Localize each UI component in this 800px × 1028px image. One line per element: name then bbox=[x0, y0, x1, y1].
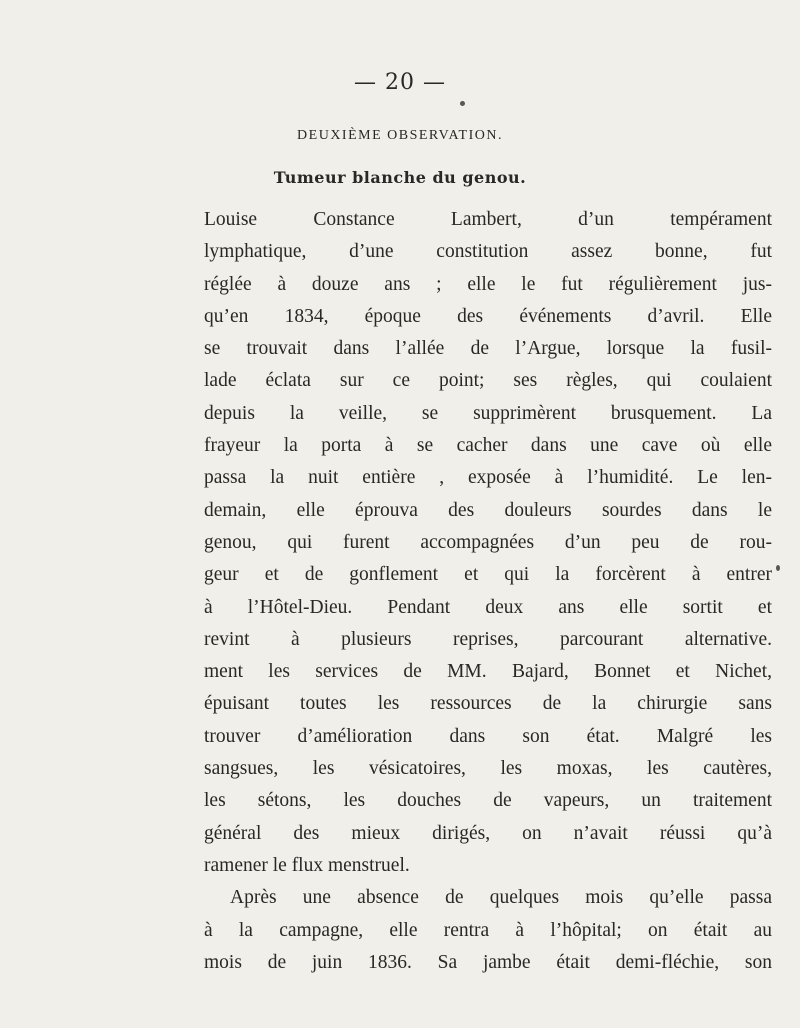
text-line: lade éclata sur ce point; ses règles, qui coulaient bbox=[204, 370, 772, 392]
text-line: les sétons, les douches de vapeurs, un traitement bbox=[204, 790, 772, 812]
text-line: depuis la veille, se supprimèrent brusquement. La bbox=[204, 402, 772, 424]
text-line: mois de juin 1836. Sa jambe était demi-fléchie, son bbox=[204, 951, 772, 973]
text-line: ment les services de MM. Bajard, Bonnet et Nichet, bbox=[204, 661, 772, 683]
observation-subtitle: Tumeur blanche du genou. bbox=[273, 168, 527, 187]
text-line: demain, elle éprouva des douleurs sourdes dans le bbox=[204, 499, 772, 521]
text-line: Louise Constance Lambert, d’un tempérament bbox=[204, 209, 772, 230]
text-line: lymphatique, d’une constitution assez bonne, fut bbox=[204, 241, 772, 263]
text-line: sangsues, les vésicatoires, les moxas, les cautères, bbox=[204, 758, 772, 780]
text-line: général des mieux dirigés, on n’avait réussi qu’à bbox=[204, 822, 772, 844]
page-number: — 20 — bbox=[354, 70, 446, 95]
text-line: revint à plusieurs reprises, parcourant alternative. bbox=[204, 628, 772, 650]
text-line: frayeur la porta à se cacher dans une cave où elle bbox=[204, 435, 772, 457]
text-line: geur et de gonflement et qui la forcèrent à entrer bbox=[204, 564, 772, 586]
ink-speck bbox=[776, 565, 780, 571]
text-line: genou, qui furent accompagnées d’un peu de rou- bbox=[204, 531, 772, 553]
text-line: trouver d’amélioration dans son état. Malgré les bbox=[204, 725, 772, 747]
text-line: Après une absence de quelques mois qu’elle passa bbox=[230, 887, 772, 909]
text-line: qu’en 1834, époque des événements d’avril. Elle bbox=[204, 305, 772, 327]
body-text bbox=[204, 204, 772, 979]
text-line: réglée à douze ans ; elle le fut régulièrement jus- bbox=[204, 273, 772, 295]
text-line: à l’Hôtel-Dieu. Pendant deux ans elle sortit et bbox=[204, 596, 772, 618]
ink-speck bbox=[460, 101, 465, 106]
text-line: passa la nuit entière , exposée à l’humidité. Le len- bbox=[204, 467, 772, 489]
text-line: ramener le flux menstruel. bbox=[204, 854, 410, 876]
text-line: à la campagne, elle rentra à l’hôpital; on était au bbox=[204, 919, 772, 941]
section-heading: DEUXIÈME OBSERVATION. bbox=[297, 128, 503, 143]
text-line: se trouvait dans l’allée de l’Argue, lorsque la fusil- bbox=[204, 338, 772, 360]
text-line: épuisant toutes les ressources de la chirurgie sans bbox=[204, 693, 772, 715]
